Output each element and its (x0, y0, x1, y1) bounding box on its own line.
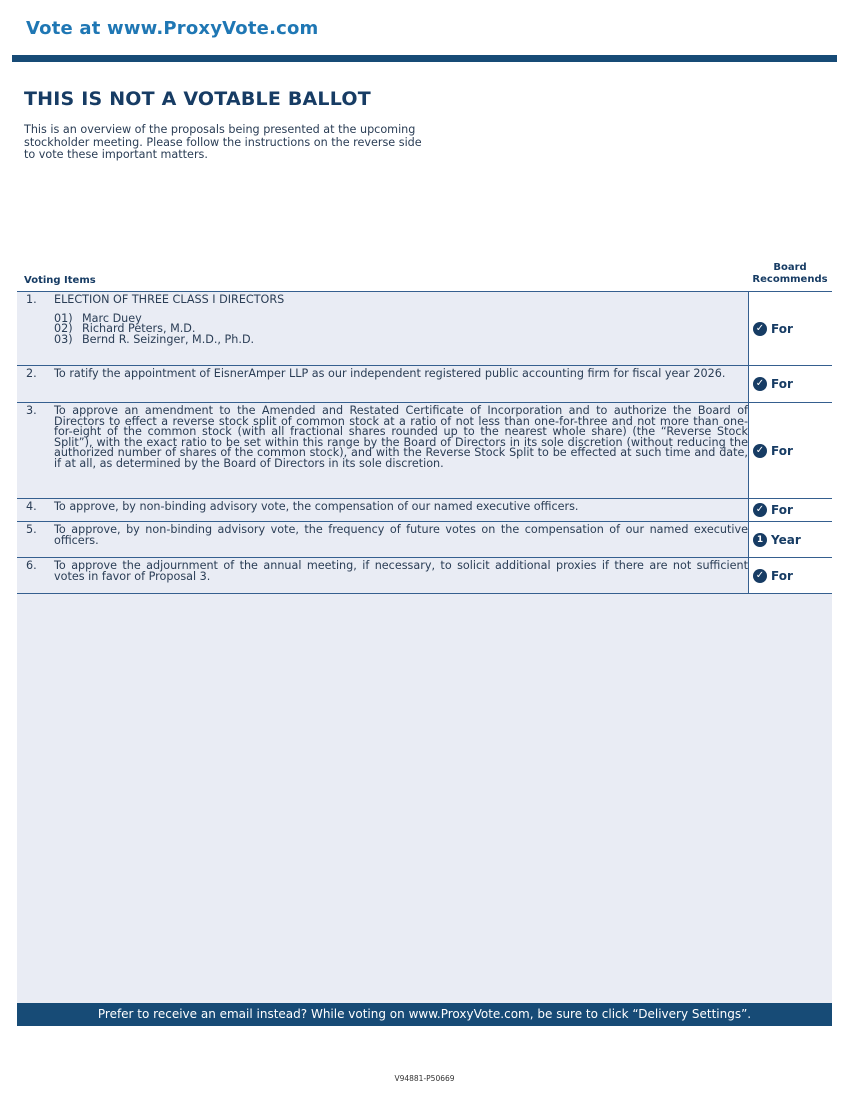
proposal-number: 6. (26, 559, 37, 572)
proposal-row-4 (17, 499, 832, 522)
check-circle-icon: ✓ (753, 377, 767, 391)
board-recommendation (748, 403, 832, 498)
nominee-number: 03) (54, 332, 73, 346)
board-recommendation (748, 366, 832, 402)
board-recommendation (748, 558, 832, 593)
check-circle-icon: ✓ (753, 444, 767, 458)
page-title: THIS IS NOT A VOTABLE BALLOT (24, 88, 371, 110)
board-recommendation (748, 292, 832, 365)
recommendation-label: For (771, 443, 793, 458)
check-circle-icon: ✓ (753, 322, 767, 336)
proposal-number: 3. (26, 404, 37, 417)
recommendation-label: For (771, 568, 793, 583)
nominee-list (54, 311, 748, 346)
check-circle-icon: ✓ (753, 569, 767, 583)
proposal-text: To approve an amendment to the Amended and Restated Certificate of Incorporation and to authorize the Board of Directors to effect a reverse stock split of common stock at a ratio of not less than one-for-three and not more than one-for-eight of the common stock (with all fractional shares rounded up to the nearest whole share) (the “Reverse Stock Split”), with the exact ratio to be set within this range by the Board of Directors in its sole discretion (without reducing the authorized number of shares of the common stock), and with the Reverse Stock Split to be effected at such time and date, if at all, as determined by the Board of Directors in its sole discretion. (54, 404, 748, 470)
nominee-name: Richard Peters, M.D. (82, 322, 196, 335)
recommendation-label: Year (771, 532, 801, 547)
recommendation-label: For (771, 503, 793, 517)
proposal-text: To approve, by non-binding advisory vote, the compensation of our named executive officers. (54, 500, 579, 513)
proposal-number: 1. (26, 293, 37, 306)
vote-link[interactable]: Vote at www.ProxyVote.com (26, 18, 319, 39)
proposal-row-3 (17, 403, 832, 499)
voting-items-table (17, 291, 832, 594)
voting-items-header: Voting Items (24, 275, 96, 286)
proposal-number: 4. (26, 500, 37, 513)
document-code: V94881-P50669 (394, 1074, 455, 1083)
board-recommendation (748, 499, 832, 521)
top-rule (12, 55, 837, 62)
number-one-circle-icon: 1 (753, 533, 767, 547)
email-delivery-banner: Prefer to receive an email instead? While voting on www.ProxyVote.com, be sure to click “Delivery Settings”. (17, 1003, 832, 1026)
proposal-number: 5. (26, 523, 37, 536)
proposal-title: ELECTION OF THREE CLASS I DIRECTORS (54, 293, 285, 306)
proposal-text (54, 292, 748, 365)
board-recommendation (748, 522, 832, 557)
proposal-row-2 (17, 366, 832, 403)
nominee-number: 02) (54, 322, 73, 335)
board-recommends-header: Board Recommends (752, 262, 828, 285)
nominee (54, 332, 748, 346)
nominee-name: Bernd R. Seizinger, M.D., Ph.D. (82, 332, 255, 346)
recommendation-label: For (771, 321, 793, 336)
proposal-row-1 (17, 292, 832, 366)
intro-text: This is an overview of the proposals being presented at the upcoming stockholder meeting. Please follow the instructions on the reverse side to vote these important matters. (24, 123, 422, 161)
check-circle-icon: ✓ (753, 503, 767, 517)
nominee-number: 01) (54, 311, 73, 325)
proposal-number: 2. (26, 367, 37, 380)
proposal-text: To approve the adjournment of the annual meeting, if necessary, to solicit additional proxies if there are not sufficient votes in favor of Proposal 3. (54, 559, 748, 583)
recommendation-label: For (771, 377, 793, 391)
proposal-text: To ratify the appointment of EisnerAmper LLP as our independent registered public accounting firm for fiscal year 2026. (54, 367, 726, 380)
nominee-name: Marc Duey (82, 311, 142, 325)
proposal-row-6 (17, 558, 832, 594)
proposal-text: To approve, by non-binding advisory vote, the frequency of future votes on the compensation of our named executive officers. (54, 523, 748, 547)
proposal-row-5 (17, 522, 832, 558)
